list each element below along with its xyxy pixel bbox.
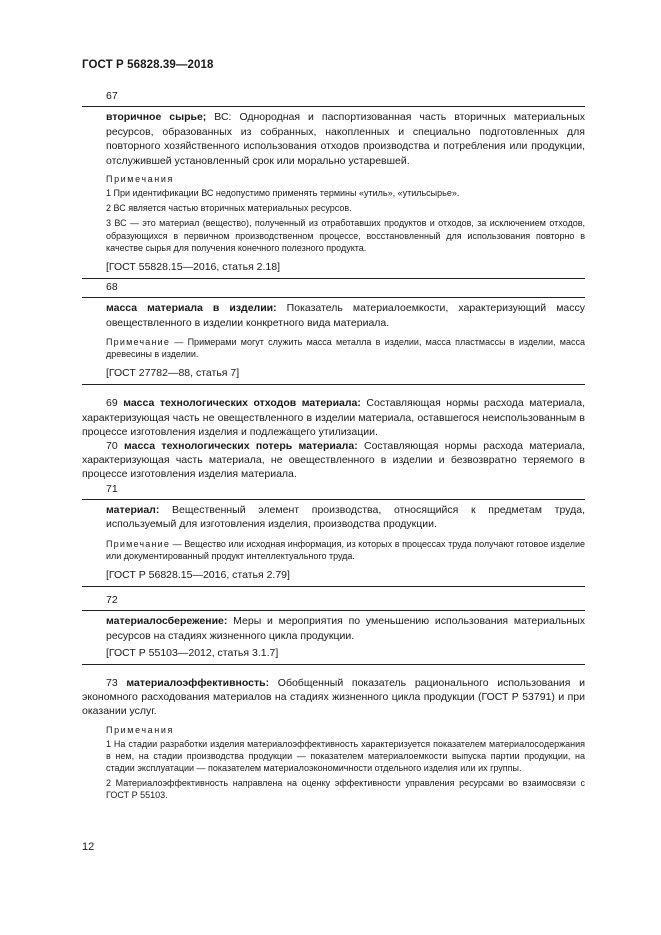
term-definition: [106, 110, 585, 168]
notes-heading: Примечания: [106, 724, 174, 735]
note-label: Примечание: [106, 337, 171, 348]
note-text: — Примерами могут служить масса металла в изделии, масса пластмассы в изделии, масса древесины в изделии.: [106, 337, 585, 360]
term-entry-69: [82, 396, 585, 439]
term-name: материалоэффективность:: [126, 677, 270, 690]
term-definition: [106, 614, 585, 643]
term-number: 70: [106, 440, 118, 453]
term-entry-71: [82, 499, 585, 587]
note-text: — Вещество или исходная информация, из которых в процессах труда получают готовое изделие или документированный продукт интеллектуального труда.: [106, 538, 585, 561]
note-label: Примечание: [106, 538, 171, 549]
term-name: материал:: [106, 503, 160, 516]
definition-text: Составляющая нормы расхода материала, характеризующая часть материала, не овеществленного в изделии и безвозвратно теряемого в процессе изготовления изделия материала.: [82, 440, 586, 481]
page-number: 12: [82, 841, 95, 853]
note-item: 1 При идентификации ВС недопустимо применять термины «утиль», «утильсырье».: [106, 188, 460, 198]
term-number: 73: [106, 677, 118, 690]
note-item: 2 ВС является частью вторичных материальных ресурсов.: [106, 203, 352, 214]
term-number: 72: [106, 594, 118, 607]
term-number: 71: [106, 482, 118, 495]
notes-heading: Примечания: [106, 174, 174, 184]
term-definition: [106, 301, 585, 330]
term-name: масса материала в изделии:: [106, 302, 277, 315]
note-item: 2 Материалоэффективность направлена на оценку эффективности управления ресурсами во взаимосвязи с ГОСТ Р 55103.: [106, 778, 585, 801]
source-reference: [ГОСТ 55828.15—2016, статья 2.18]: [106, 261, 281, 274]
definition-text: Меры и мероприятия по уменьшению использования материальных ресурсов на стадиях жизненного цикла продукции.: [106, 615, 585, 642]
term-name: вторичное сырье;: [106, 111, 207, 123]
note-item: 1 На стадии разработки изделия материалоэффективность характеризуется показателем материалосодержания в нем, на стадии производства продукции — показателем материалоемкости выпуска партии продукции, на стадии эксплуатации — показателем материалоэкономичности отдельного изделия или их группы.: [106, 738, 585, 774]
document-body: [82, 89, 585, 805]
term-73-notes: [82, 725, 585, 802]
term-definition: [106, 503, 585, 532]
term-entry-68: [82, 297, 585, 385]
definition-text: ВС: Однородная и паспортизованная часть вторичных материальных ресурсов, образованных из собранных, накопленных и специально подготовленных для повторного хозяйственного использования отходов производства и потребления или продукции, отслужившей установленный срок или морально устаревшей.: [106, 111, 585, 167]
page-header: ГОСТ Р 56828.39—2018: [82, 59, 214, 71]
definition-text: Показатель материалоемкости, характеризующий массу овеществленного в изделии конкретного вида материала.: [106, 302, 585, 329]
source-reference: [ГОСТ 27782—88, статья 7]: [106, 367, 240, 380]
definition-text: Обобщенный показатель рационального использования и экономного расходования материалов на стадиях жизненного цикла продукции (ГОСТ Р 53791) и при оказании услуг.: [82, 677, 585, 718]
term-name: материалосбережение:: [106, 615, 228, 628]
term-entry-73: [82, 676, 585, 719]
term-entry-70: [82, 439, 585, 482]
source-reference: [ГОСТ Р 56828.15—2016, статья 2.79]: [106, 569, 290, 582]
definition-text: Составляющая нормы расхода материала, характеризующая часть не овеществленного в изделии материала, оставшегося неиспользованным в процессе изготовления изделия и подлежащего утилизации.: [82, 397, 586, 438]
term-name: масса технологических отходов материала:: [123, 397, 361, 410]
note-item: [106, 538, 585, 562]
source-reference: [ГОСТ Р 55103—2012, статья 3.1.7]: [106, 647, 279, 660]
term-entry-72: [82, 610, 585, 665]
term-number: 68: [106, 281, 118, 294]
note-item: 3 ВС — это материал (вещество), полученный из отработавших продуктов и отходов, за исключением отходов, образующихся в первичном производственном процессе, восстановленный для использования повторно в качестве сырья для получения конечного полезного продукта.: [106, 218, 585, 253]
term-number: 69: [106, 397, 118, 410]
definition-text: Вещественный элемент производства, относящийся к предметам труда, используемый для изготовления изделия, производства продукции.: [106, 503, 585, 531]
term-name: масса технологических потерь материала:: [124, 440, 358, 453]
note-item: [106, 336, 585, 360]
term-entry-67: [82, 106, 585, 279]
term-number: 67: [106, 90, 118, 102]
